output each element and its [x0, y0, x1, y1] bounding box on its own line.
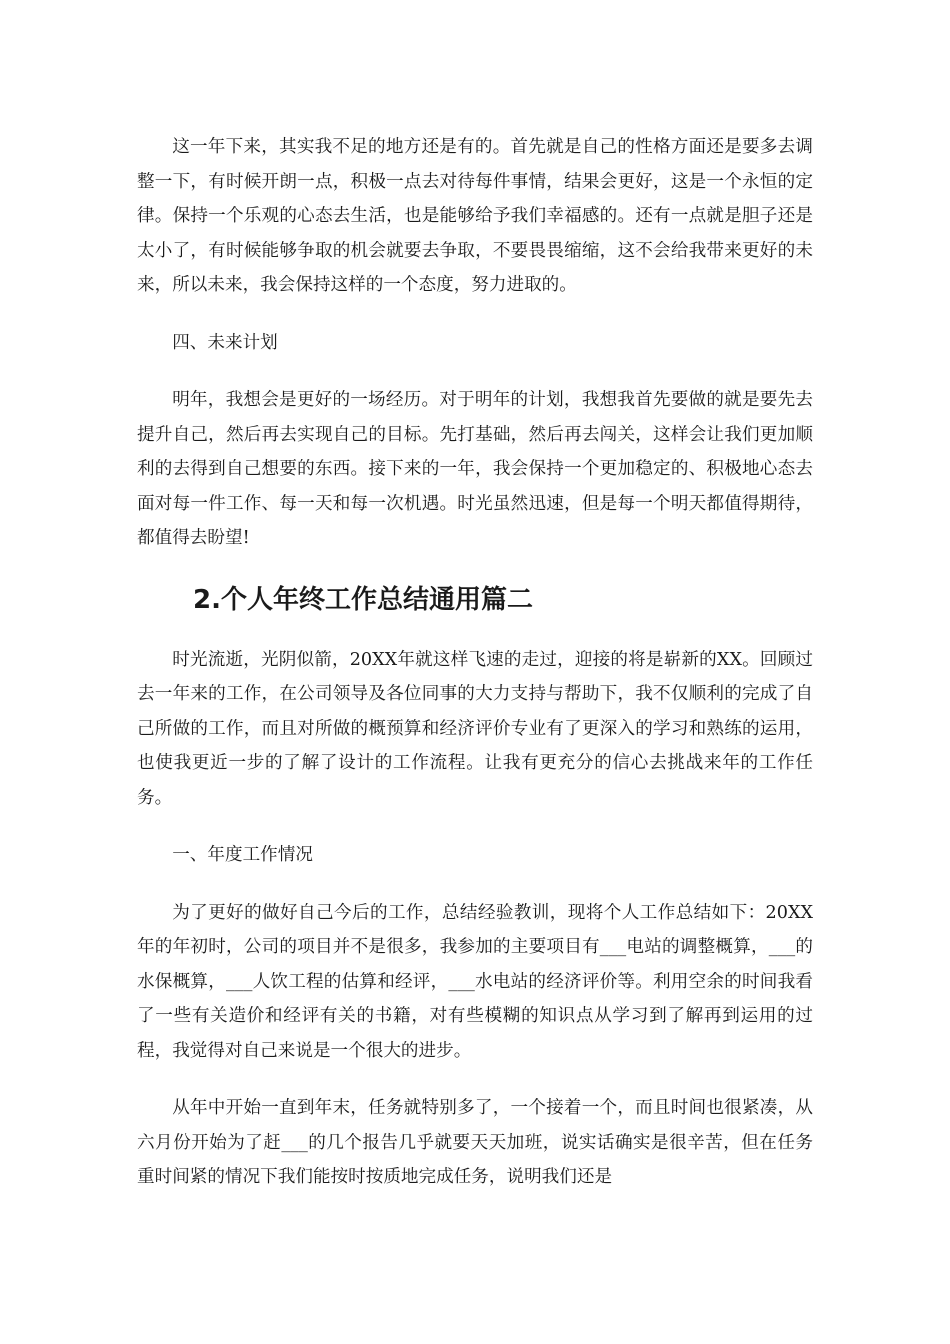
document-page: [137, 130, 813, 1195]
paragraph-future-plan: 明年，我想会是更好的一场经历。对于明年的计划，我想我首先要做的就是要先去提升自己，然后再去实现自己的目标。先打基础，然后再去闯关，这样会让我们更加顺利的去得到自己想要的东西。接下来的一年，我会保持一个更加稳定的、积极地心态去面对每一件工作、每一天和每一次机遇。时光虽然迅速，但是每一个明天都值得期待，都值得去盼望!: [137, 390, 813, 548]
paragraph-shortcomings: 这一年下来，其实我不足的地方还是有的。首先就是自己的性格方面还是要多去调整一下，有时候开朗一点，积极一点去对待每件事情，结果会更好，这是一个永恒的定律。保持一个乐观的心态去生活，也是能够给予我们幸福感的。还有一点就是胆子还是太小了，有时候能够争取的机会就要去争取，不要畏畏缩缩，这不会给我带来更好的未来，所以未来，我会保持这样的一个态度，努力进取的。: [137, 137, 813, 295]
section-heading-future-plan: 四、未来计划: [172, 332, 278, 353]
paragraph-annual-work: 为了更好的做好自己今后的工作，总结经验教训，现将个人工作总结如下：20XX年的年初时，公司的项目并不是很多，我参加的主要项目有___电站的调整概算，___的水保概算，___人饮工程的估算和经评，___水电站的经济评价等。利用空余的时间我看了一些有关造价和经评有关的书籍，对有些模糊的知识点从学习到了解再到运用的过程，我觉得对自己来说是一个很大的进步。: [137, 902, 813, 1061]
article-title-part-two: 2.个人年终工作总结通用篇二: [193, 584, 533, 615]
section-heading-annual-work: 一、年度工作情况: [172, 845, 313, 865]
paragraph-review: 时光流逝，光阴似箭，20XX年就这样飞速的走过，迎接的将是崭新的XX。回顾过去一年来的工作，在公司领导及各位同事的大力支持与帮助下，我不仅顺利的完成了自己所做的工作，而且对所做的概预算和经济评价专业有了更深入的学习和熟练的运用，也使我更近一步的了解了设计的工作流程。让我有更充分的信心去挑战来年的工作任务。: [137, 649, 813, 808]
paragraph-mid-year: 从年中开始一直到年末，任务就特别多了，一个接着一个，而且时间也很紧凑，从六月份开始为了赶___的几个报告几乎就要天天加班，说实话确实是很辛苦，但在任务重时间紧的情况下我们能按时按质地完成任务，说明我们还是: [137, 1098, 813, 1187]
